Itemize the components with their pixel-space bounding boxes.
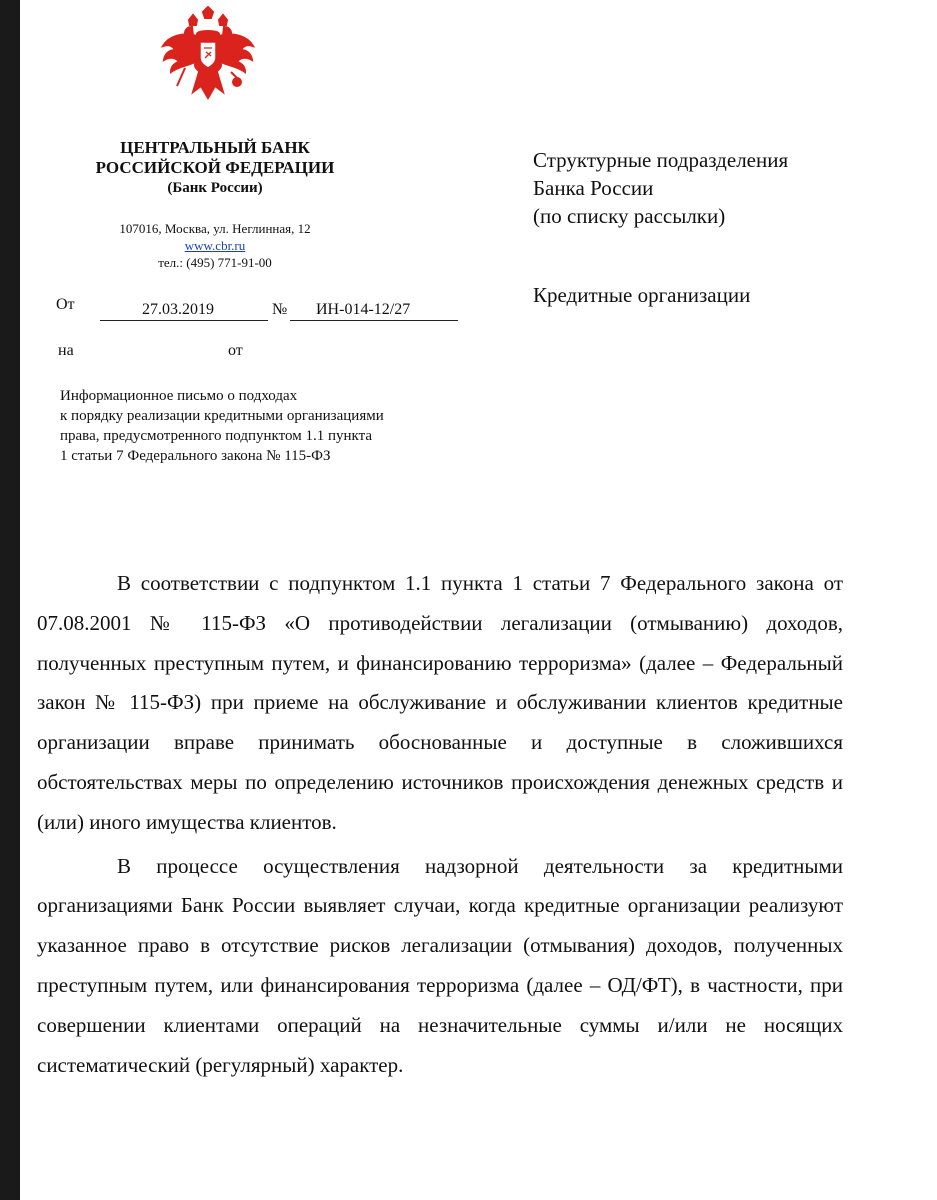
bank-short-name: (Банк России) <box>167 180 263 196</box>
subject-line3: права, предусмотренного подпунктом 1.1 пункта <box>60 428 373 444</box>
scan-edge-bar <box>0 0 20 1200</box>
recipient-credit-orgs: Кредитные организации <box>533 283 751 307</box>
bank-address: 107016, Москва, ул. Неглинная, 12 <box>119 221 311 236</box>
body-paragraph-1-text: В соответствии с подпунктом 1.1 пункта 1 статьи 7 Федерального закона от 07.08.2001 № 115-ФЗ «О противодействии легализации (отмыванию) доходов, полученных преступным путем, и финансированию терроризма» (далее – Федеральный закон № 115-ФЗ) при приеме на обслуживание и обслуживании клиентов кредитные организации вправе принимать обоснованные и доступные в сложившихся обстоятельствах меры по определению источников происхождения денежных средств и (или) иного имущества клиентов. <box>37 571 843 834</box>
to-label: на <box>58 342 74 359</box>
date-underline <box>100 320 268 321</box>
bank-phone: тел.: (495) 771-91-00 <box>158 255 272 270</box>
number-underline <box>290 320 458 321</box>
body-paragraph-2 <box>37 847 843 1086</box>
letter-number: ИН-014-12/27 <box>316 301 411 318</box>
recipient-block <box>533 146 788 230</box>
from-label-2: от <box>228 342 243 359</box>
bank-name-line1: ЦЕНТРАЛЬНЫЙ БАНК <box>120 138 310 157</box>
bank-name-line2: РОССИЙСКОЙ ФЕДЕРАЦИИ <box>95 158 335 177</box>
recipient-line1: Структурные подразделения <box>533 148 789 172</box>
subject-line1: Информационное письмо о подходах <box>60 388 298 404</box>
body-paragraph-1 <box>37 564 843 843</box>
bank-name <box>60 138 370 198</box>
recipient-line3: (по списку рассылки) <box>533 204 726 228</box>
bank-website-link[interactable]: www.cbr.ru <box>184 238 246 253</box>
letter-body <box>37 564 843 1085</box>
letter-date: 27.03.2019 <box>142 301 214 318</box>
number-label: № <box>272 301 288 318</box>
subject-line4: 1 статьи 7 Федерального закона № 115-ФЗ <box>60 448 331 464</box>
body-paragraph-2-text: В процессе осуществления надзорной деятельности за кредитными организациями Банк России выявляет случаи, когда кредитные организации реализуют указанное право в отсутствие рисков легализации (отмывания) доходов, полученных преступным путем, или финансирования терроризма (далее – ОД/ФТ), в частности, при совершении клиентами операций на незначительные суммы и/или не носящих систематический (регулярный) характер. <box>37 853 843 1077</box>
recipient-line2: Банка России <box>533 176 654 200</box>
from-label: От <box>56 296 75 313</box>
letter-subject <box>60 386 460 466</box>
bank-contacts <box>60 220 370 271</box>
russian-coat-of-arms-icon <box>159 6 257 102</box>
subject-line2: к порядку реализации кредитными организациями <box>60 408 384 424</box>
